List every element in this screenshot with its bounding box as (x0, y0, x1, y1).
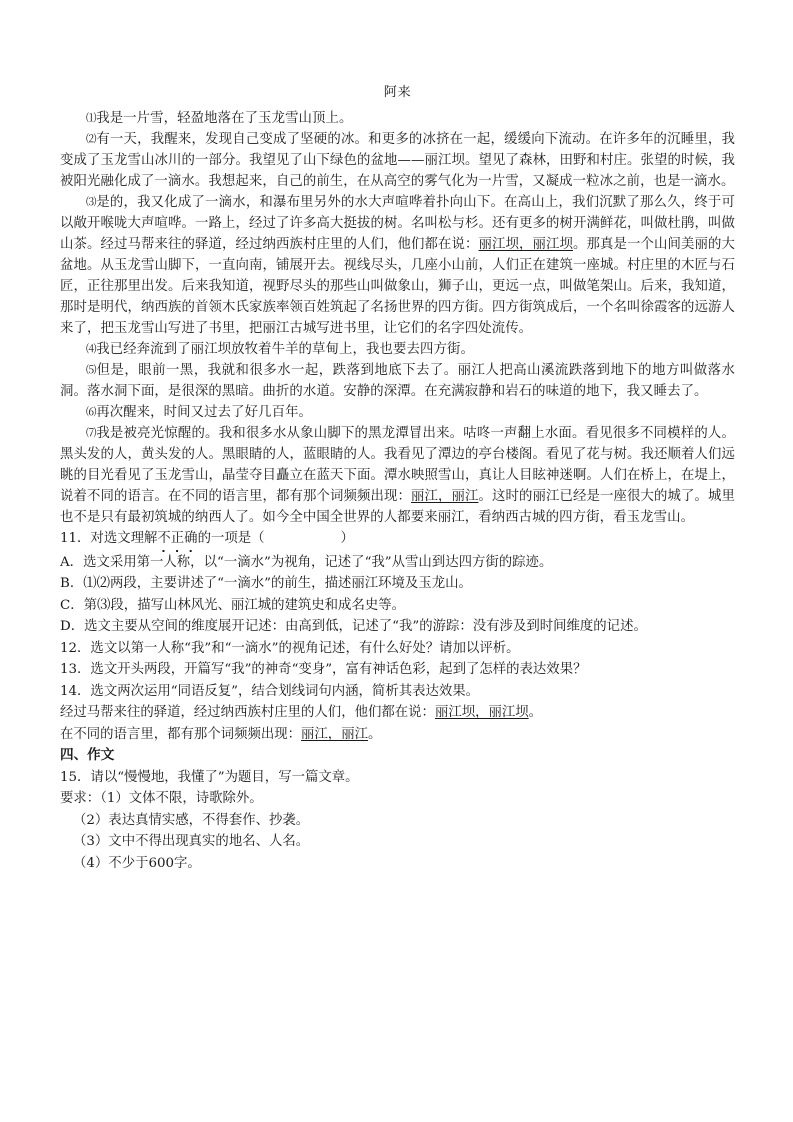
paragraph-number: ⑴ (86, 112, 97, 124)
option-text: 选文采用第一人称，以“一滴水”为视角，记述了“我”从雪山到达四方街的踪迹。 (83, 554, 553, 570)
option-label: C． (60, 597, 84, 613)
passage-paragraph-3 (60, 192, 735, 339)
question-12: 12．选文以第一人称“我”和“一滴水”的视角记述，有什么好处？请加以评析。 (60, 640, 520, 656)
paragraph-number: ⑶ (86, 196, 97, 208)
underlined-phrase: 丽江坝，丽江坝 (434, 705, 529, 720)
quoted-text-before: 经过马帮来往的驿道，经过纳西族村庄里的人们，他们都在说： (60, 705, 435, 720)
question-stem-before: 11．对选文理解 (60, 531, 158, 546)
underlined-phrase: 丽江坝，丽江坝 (478, 237, 573, 252)
quoted-text-after: 。 (367, 726, 382, 742)
question-11-option-a[interactable] (60, 552, 735, 574)
essay-section-heading: 四、作文 (60, 747, 115, 763)
essay-requirement-2: （2）表达真情实感，不得套作、抄袭。 (73, 812, 310, 828)
option-text: 第⑶段，描写山林风光、丽江城的建筑史和成名史等。 (83, 597, 406, 613)
passage-paragraph-5 (60, 360, 735, 402)
document-content (60, 82, 735, 874)
question-stem-after: 的一项是（ (197, 531, 265, 546)
question-11-option-c[interactable] (60, 595, 735, 617)
passage-paragraph-4 (60, 339, 735, 360)
underlined-phrase: 丽江，丽江 (301, 726, 368, 742)
paragraph-number: ⑵ (86, 133, 97, 145)
option-text: ⑴⑵两段，主要讲述了“一滴水”的前生，描述丽江环境及玉龙山。 (83, 576, 472, 591)
question-11-option-d[interactable] (60, 616, 735, 638)
quoted-line-2 (60, 724, 735, 746)
option-label: D． (60, 619, 85, 634)
question-11-option-b[interactable] (60, 573, 735, 595)
emphasized-phrase: 不正确 (157, 528, 197, 550)
paragraph-text: 我已经奔流到了丽江坝放牧着牛羊的草甸上，我也要去四方街。 (96, 342, 474, 357)
page-title: 阿来 (383, 85, 412, 100)
essay-prompt: 15．请以“慢慢地，我懂了”为题目，写一篇文章。 (60, 769, 359, 785)
quoted-line-1 (60, 702, 735, 724)
underlined-phrase: 丽江，丽江 (411, 489, 479, 504)
paragraph-text: 但是，眼前一黑，我就和很多水一起，跌落到地底下去了。丽江人把高山溪流跌落到地下的地方叫做落水洞。落水洞下面，是很深的黑暗。曲折的水道。安静的深潭。在充满寂静和岩石的味道的地下，我又睡去了。 (60, 363, 735, 399)
paragraph-text: 有一天，我醒来，发现自己变成了坚硬的冰。和更多的冰挤在一起，缓缓向下流动。在许多年的沉睡里，我变成了玉龙雪山冰川的一部分。我望见了山下绿色的盆地——丽江坝。望见了森林，田野和村庄。张望的时候，我被阳光融化成了一滴水。我想起来，自己的前生，在从高空的雾气化为一片雪，又凝成一粒冰之前，也是一滴水。 (60, 132, 736, 189)
question-14: 14．选文两次运用“同语反复”，结合划线词句内涵，简析其表达效果。 (60, 683, 480, 699)
paragraph-text-before: 我是被亮光惊醒的。我和很多水从象山脚下的黑龙潭冒出来。咕咚一声翻上水面。看见很多不同模样的人。黑头发的人，黄头发的人。黑眼睛的人，蓝眼睛的人。我看见了潭边的亭台楼阁。看见了花与树。我还顺着人们远眺的目光看见了玉龙雪山，晶莹夺目矗立在蓝天下面。潭水映照雪山，真让人目眩神迷啊。人们在桥上，在堤上，说着不同的语言。在不同的语言里，都有那个词频频出现： (60, 426, 736, 504)
paragraph-number: ⑺ (86, 427, 97, 439)
paragraph-text-after: 。那真是一个山间美丽的大盆地。从玉龙雪山脚下，一直向南，铺展开去。视线尽头，几座小山前，人们正在建筑一座城。村庄里的木匠与石匠，正往那里出发。后来我知道，视野尽头的那些山叫做象山，狮子山，更远一点，叫做笔架山。后来，我知道，那时是明代，纳西族的首领木氏家族率领百姓筑起了名扬世界的四方街。四方街筑成后，一个名叫徐霞客的远游人来了，把玉龙雪山写进了书里，把丽江古城写进书里，让它们的名字四处流传。 (60, 237, 735, 336)
quoted-text-before: 在不同的语言里，都有那个词频频出现： (60, 726, 302, 742)
quoted-text-after: 。 (528, 705, 543, 720)
passage-paragraph-1 (60, 108, 735, 129)
paragraph-text-before: 是的，我又化成了一滴水，和瀑布里另外的水大声喧哗着扑向山下。在高山上，我们沉默了那么久，终于可以敞开喉咙大声喧哗。一路上，经过了许多高大挺拔的树。名叫松与杉。还有更多的树开满鲜花，叫做杜鹃，叫做山茶。经过马帮来往的驿道，经过纳西族村庄里的人们，他们都在说： (60, 195, 736, 252)
question-11-stem (60, 528, 735, 550)
essay-requirements-intro: 要求：（1）文体不限，诗歌除外。 (60, 791, 263, 806)
paragraph-number: ⑷ (86, 343, 97, 355)
option-label: B． (60, 576, 84, 591)
paragraph-text: 我是一片雪，轻盈地落在了玉龙雪山顶上。 (96, 111, 353, 126)
essay-requirement-4: （4）不少于600字。 (73, 855, 201, 871)
passage-paragraph-2 (60, 129, 735, 192)
paragraph-text-after: 。这时的丽江已经是一座很大的城了。城里也不是只有最初筑城的纳西人了。如今全中国全世界的人都要来丽江，看纳西古城的四方街，看玉龙雪山。 (60, 489, 735, 525)
question-13: 13．选文开头两段，开篇写“我”的神奇“变身”，富有神话色彩，起到了怎样的表达效果？ (60, 662, 587, 677)
essay-requirement-3: （3）文中不得出现真实的地名、人名。 (73, 834, 310, 849)
paragraph-text: 再次醒来，时间又过去了好几百年。 (96, 405, 313, 420)
passage-paragraph-6 (60, 402, 735, 423)
paragraph-number: ⑸ (86, 364, 97, 376)
option-text: 选文主要从空间的维度展开记述：由高到低，记述了“我”的游踪：没有涉及到时间维度的记述。 (84, 619, 647, 634)
paragraph-number: ⑹ (86, 406, 97, 418)
option-label: A． (60, 554, 84, 570)
passage-paragraph-7 (60, 423, 735, 528)
question-stem-close: ） (340, 531, 354, 546)
